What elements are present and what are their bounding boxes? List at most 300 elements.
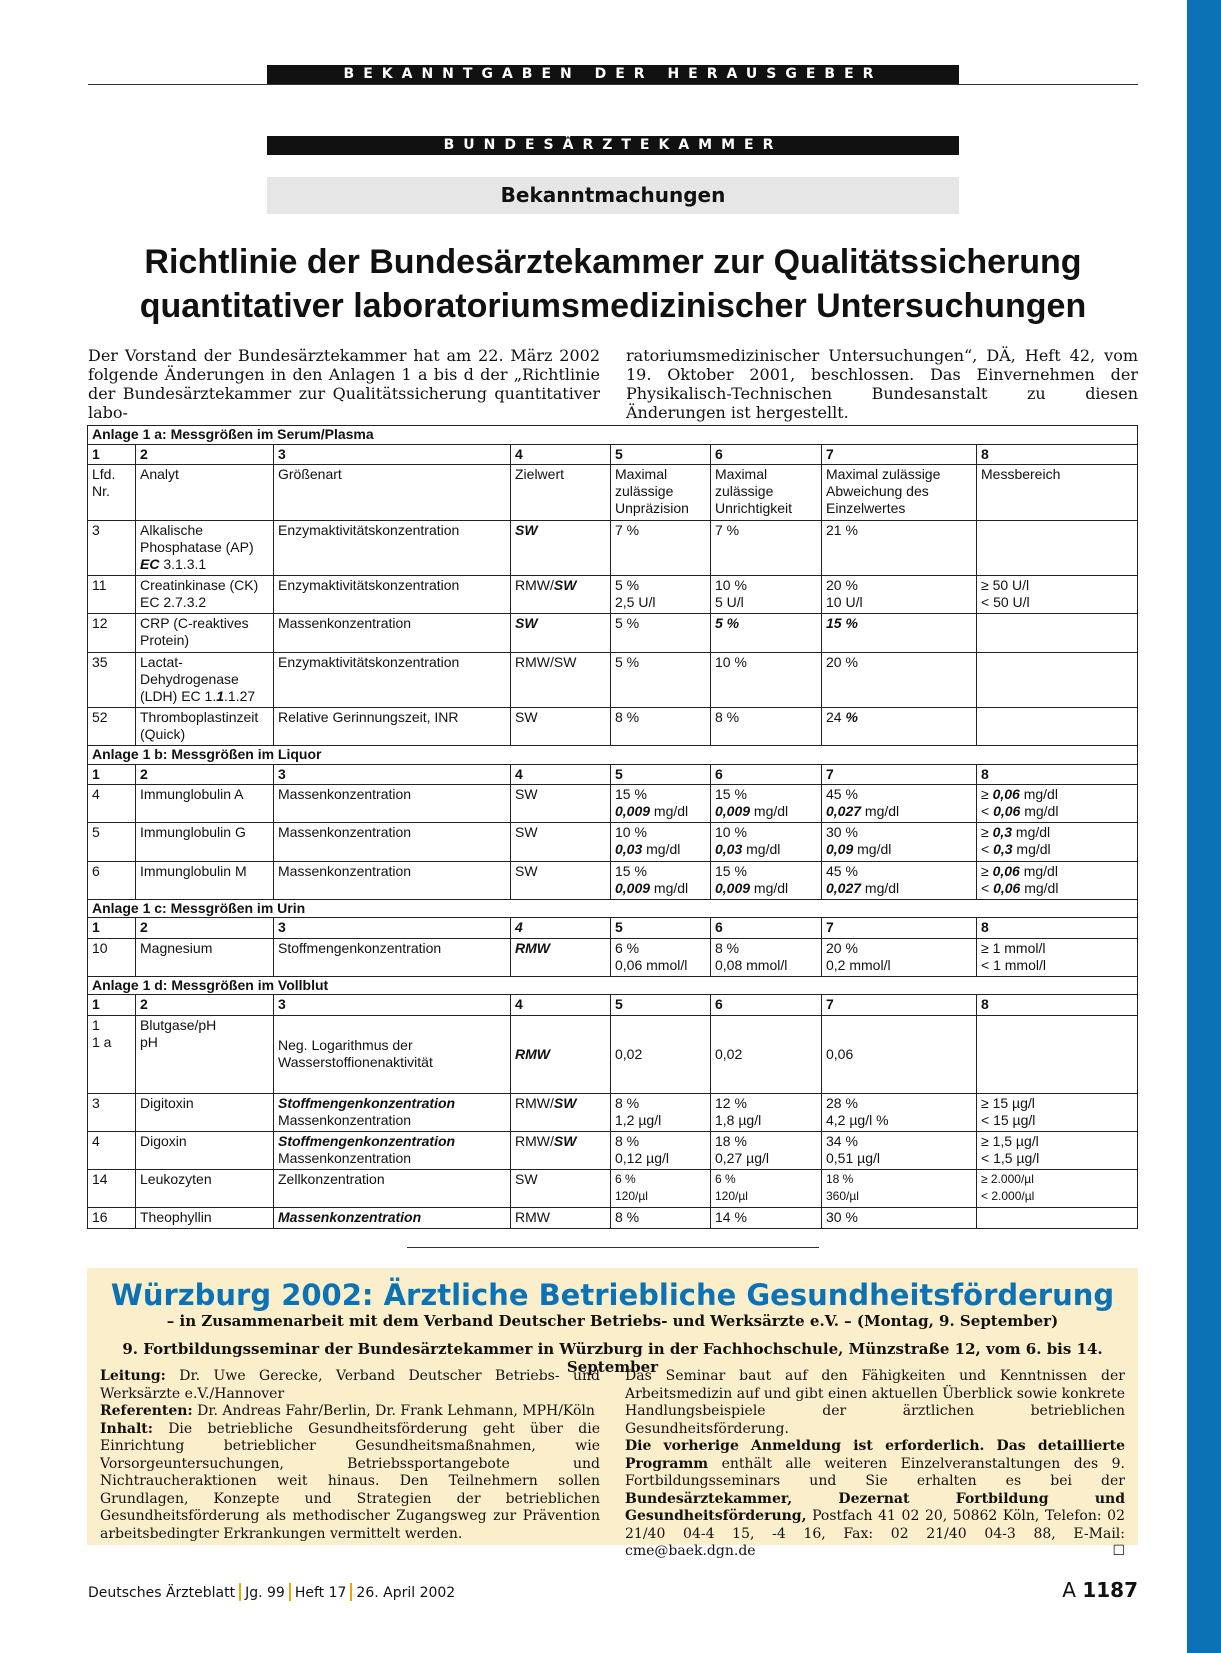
divider <box>407 1247 819 1248</box>
column-number-row <box>88 444 1138 465</box>
cell: Enzymaktivitätskonzentration <box>274 520 511 576</box>
col-number: 6 <box>711 995 822 1016</box>
cell: 7 % <box>611 520 711 576</box>
cell-text: mg/dl <box>861 879 900 896</box>
col-number: 5 <box>611 995 711 1016</box>
cell <box>611 1170 711 1208</box>
cell <box>611 823 711 861</box>
col-number: 1 <box>88 918 136 939</box>
cell <box>711 938 822 976</box>
cell-text: Lactat-Dehydrogenase (LDH) EC 1. <box>140 653 239 704</box>
cell-text: ≥ 1,5 µg/l <box>981 1133 1039 1150</box>
col-number: 8 <box>977 764 1138 785</box>
cell-text: 8 % <box>615 1094 640 1111</box>
cell-text: 8 % <box>615 1133 640 1150</box>
col-number: 2 <box>136 444 274 465</box>
cell <box>822 823 977 861</box>
cell-text: mg/dl <box>1019 862 1058 879</box>
cell: 21 % <box>822 520 977 576</box>
cell: 10 % <box>711 652 822 708</box>
cell-text: 15 % <box>615 862 647 879</box>
cell <box>977 1170 1138 1208</box>
cell-text: % <box>845 709 858 726</box>
cell-text: 0,51 µg/l <box>826 1150 880 1167</box>
cell-text: 0,06 mmol/l <box>615 956 688 973</box>
cell: RMW <box>511 938 611 976</box>
cell: 5 % <box>611 652 711 708</box>
cell <box>711 1170 822 1208</box>
cell: 0,02 <box>711 1015 822 1093</box>
table-row <box>88 652 1138 708</box>
cell: SW <box>511 861 611 899</box>
cell: SW <box>511 614 611 652</box>
col-number: 6 <box>711 918 822 939</box>
cell <box>711 785 822 823</box>
col-number: 3 <box>274 918 511 939</box>
cell-text: ≥ <box>981 862 993 879</box>
cell: 0,02 <box>611 1015 711 1093</box>
cell-text: 0,09 <box>826 841 854 858</box>
cell-text: 1 a <box>92 1033 112 1050</box>
cell <box>274 1093 511 1131</box>
cell <box>274 1132 511 1170</box>
cell-text: 3.1.3.1 <box>159 555 207 572</box>
footer-issue: Heft 17 <box>294 1585 347 1601</box>
cell-text: RMW/ <box>515 1094 554 1111</box>
cell: Massenkonzentration <box>274 785 511 823</box>
cell-text: mg/dl <box>1020 879 1059 896</box>
seminar-subtitle-2: 9. Fortbildungsseminar der Bundesärztekammer in Würzburg in der Fachhochschule, Münzstraße 12, vom 6. bis 14. September <box>122 1340 1103 1376</box>
cell: 14 % <box>711 1208 822 1229</box>
cell: Immunglobulin M <box>136 861 274 899</box>
cell <box>977 652 1138 708</box>
cell-text: 0,2 mmol/l <box>826 956 891 973</box>
cell-text: 10 % <box>715 824 747 841</box>
cell-text: 0,06 <box>993 803 1021 820</box>
footer-volume: Jg. 99 <box>245 1585 285 1601</box>
col-number: 4 <box>511 995 611 1016</box>
table-row <box>88 520 1138 576</box>
cell-text: Stoffmengenkonzentration <box>278 1094 456 1111</box>
cell-text: 20 % <box>826 577 858 594</box>
cell <box>977 1015 1138 1093</box>
cell-text: 0,3 <box>993 841 1013 858</box>
cell: Massenkonzentration <box>274 1208 511 1229</box>
section-row <box>88 899 1138 918</box>
table-row <box>88 1170 1138 1208</box>
col-number: 3 <box>274 995 511 1016</box>
cell <box>977 785 1138 823</box>
cell: 6 <box>88 861 136 899</box>
cell: 14 <box>88 1170 136 1208</box>
cell-text: RMW/ <box>515 577 554 594</box>
cell-text: mg/dl <box>1012 824 1051 841</box>
cell <box>711 576 822 614</box>
cell: Creatinkinase (CK) EC 2.7.3.2 <box>136 576 274 614</box>
cell <box>136 1015 274 1093</box>
cell-text: 1 <box>216 687 225 704</box>
cell-text: 6 % <box>615 1172 636 1187</box>
cell-text: 15 % <box>715 786 747 803</box>
leitung-label: Leitung: <box>100 1368 166 1384</box>
cell: Immunglobulin A <box>136 785 274 823</box>
cell-text: RMW/ <box>515 1133 554 1150</box>
section-title: Anlage 1 b: Messgrößen im Liquor <box>88 746 1138 765</box>
cell-text: 0,12 µg/l <box>615 1150 669 1167</box>
section-title: Anlage 1 c: Messgrößen im Urin <box>88 899 1138 918</box>
cell: Digoxin <box>136 1132 274 1170</box>
cell-text: mg/dl <box>750 879 789 896</box>
cell-text: 0,009 <box>715 803 751 820</box>
footer-date: 26. April 2002 <box>356 1585 456 1601</box>
cell-text: ≥ <box>981 824 993 841</box>
cell-text: 120/µl <box>615 1189 648 1204</box>
seminar-right-column <box>625 1368 1125 1561</box>
cell <box>88 1015 136 1093</box>
cell-text: 0,03 <box>715 841 743 858</box>
cell <box>711 861 822 899</box>
cell-text: mg/dl <box>1019 786 1058 803</box>
col-number: 5 <box>611 444 711 465</box>
col-number: 7 <box>822 995 977 1016</box>
col-number: 8 <box>977 918 1138 939</box>
cell <box>822 861 977 899</box>
cell <box>822 938 977 976</box>
cell <box>711 1093 822 1131</box>
end-mark-icon: ☐ <box>1112 1543 1125 1559</box>
col-number: 1 <box>88 995 136 1016</box>
section-title: Anlage 1 d: Messgrößen im Vollblut <box>88 976 1138 995</box>
cell-text: 34 % <box>826 1133 858 1150</box>
col-number: 8 <box>977 444 1138 465</box>
column-number-row <box>88 995 1138 1016</box>
header-row <box>88 465 1138 521</box>
cell-text: 10 % <box>615 824 647 841</box>
cell-text: ≥ 2.000/µl <box>981 1172 1034 1187</box>
header-cell: Analyt <box>136 465 274 521</box>
referenten-text: Dr. Andreas Fahr/Berlin, Dr. Frank Lehmann, MPH/Köln <box>192 1403 595 1419</box>
cell: 5 % <box>711 614 822 652</box>
cell-text: SW <box>553 1133 577 1150</box>
cell <box>136 652 274 708</box>
side-color-bar <box>1187 0 1221 1653</box>
cell: Zellkonzentration <box>274 1170 511 1208</box>
cell-text: 0,08 mmol/l <box>715 956 788 973</box>
cell-text: Alkalische Phosphatase (AP) <box>140 521 254 555</box>
cell-text: 18 % <box>715 1133 747 1150</box>
cell: Neg. Logarithmus der Wasserstoffionenaktivität <box>274 1015 511 1093</box>
leitung-text: Dr. Uwe Gerecke, Verband Deutscher Betriebs- und Werksärzte e.V./Hannover <box>100 1368 600 1402</box>
cell <box>136 520 274 576</box>
cell-text: < 1 mmol/l <box>981 956 1046 973</box>
cell <box>611 938 711 976</box>
cell: Enzymaktivitätskonzentration <box>274 652 511 708</box>
cell <box>611 576 711 614</box>
col-number: 2 <box>136 918 274 939</box>
col-number: 4 <box>511 444 611 465</box>
col-number: 3 <box>274 444 511 465</box>
cell-text: Stoffmengenkonzentration <box>278 1133 456 1150</box>
cell: SW <box>511 1170 611 1208</box>
cell: 15 % <box>822 614 977 652</box>
cell: 10 <box>88 938 136 976</box>
page-number-value: 1187 <box>1082 1578 1138 1602</box>
header-cell: Maximal zulässige Unpräzision <box>611 465 711 521</box>
cell <box>611 1093 711 1131</box>
cell: 20 % <box>822 652 977 708</box>
cell: 16 <box>88 1208 136 1229</box>
cell <box>822 785 977 823</box>
cell-text: < 15 µg/l <box>981 1111 1036 1128</box>
cell-text: SW <box>553 1094 577 1111</box>
title-line-1: Richtlinie der Bundesärztekammer zur Qualitätssicherung <box>144 243 1082 281</box>
cell <box>977 1208 1138 1229</box>
cell-text: 45 % <box>826 786 858 803</box>
cell: 4 <box>88 785 136 823</box>
col-number: 5 <box>611 918 711 939</box>
col-number: 6 <box>711 764 822 785</box>
cell-text: 15 % <box>715 862 747 879</box>
cell-text: Massenkonzentration <box>278 1111 412 1128</box>
col-number: 4 <box>511 764 611 785</box>
anlage-table <box>87 425 1138 1229</box>
top-rule <box>88 84 1138 85</box>
cell: CRP (C-reaktives Protein) <box>136 614 274 652</box>
cell: Magnesium <box>136 938 274 976</box>
cell: Immunglobulin G <box>136 823 274 861</box>
footer-separator <box>350 1583 352 1601</box>
cell <box>977 1132 1138 1170</box>
cell-text: mg/dl <box>1020 803 1059 820</box>
seminar-left-column <box>100 1368 600 1543</box>
cell: SW <box>511 520 611 576</box>
cell <box>511 1093 611 1131</box>
cell-text: 0,06 <box>992 862 1020 879</box>
cell: 4 <box>88 1132 136 1170</box>
org-banner: BUNDESÄRZTEKAMMER <box>267 136 959 155</box>
col-number: 7 <box>822 918 977 939</box>
cell-text: 1,8 µg/l <box>715 1111 762 1128</box>
cell-text: < 1,5 µg/l <box>981 1150 1040 1167</box>
cell-text: 5 U/l <box>715 594 744 611</box>
section-row <box>88 976 1138 995</box>
cell-text: 24 <box>826 709 846 726</box>
cell: Stoffmengenkonzentration <box>274 938 511 976</box>
cell <box>822 1132 977 1170</box>
table-row <box>88 1093 1138 1131</box>
cell-text: 0,3 <box>992 824 1013 841</box>
cell: 35 <box>88 652 136 708</box>
cell-text: mg/dl <box>861 803 900 820</box>
cell: 30 % <box>822 1208 977 1229</box>
cell-text: 0,027 <box>826 879 862 896</box>
cell-text: 12 % <box>715 1094 747 1111</box>
inhalt-text: Die betriebliche Gesundheitsförderung geht über die Einrichtung betrieblicher Gesundheitsmaßnahmen, wie Vorsorgeuntersuchungen, Betriebssportangebote und Nichtraucheraktionen weit hinaus. Den Teilnehmern sollen Grundlagen, Konzepte und Strategien der betrieblichen Gesundheitsförderung als methodischer Zugangsweg zur Prävention arbeitsbedingter Erkrankungen vermittelt werden. <box>100 1420 600 1542</box>
column-number-row <box>88 764 1138 785</box>
section-row <box>88 746 1138 765</box>
cell: 3 <box>88 520 136 576</box>
cell <box>611 861 711 899</box>
page-prefix: A <box>1062 1578 1083 1602</box>
cell-text: ≥ 15 µg/l <box>981 1094 1035 1111</box>
cell-text: 6 % <box>615 939 640 956</box>
cell: 5 <box>88 823 136 861</box>
cell-text: 0,03 <box>615 841 643 858</box>
page-title <box>88 240 1138 328</box>
cell: Massenkonzentration <box>274 861 511 899</box>
cell-text: 0,009 <box>715 879 751 896</box>
cell: RMW <box>511 1015 611 1093</box>
cell: Digitoxin <box>136 1093 274 1131</box>
cell <box>977 823 1138 861</box>
table-row <box>88 785 1138 823</box>
cell: 8 % <box>611 708 711 746</box>
cell: SW <box>511 785 611 823</box>
table-row <box>88 938 1138 976</box>
cell-text: mg/dl <box>1012 841 1051 858</box>
cell-text: 0,009 <box>615 879 651 896</box>
cell: 8 % <box>711 708 822 746</box>
col-number: 8 <box>977 995 1138 1016</box>
cell <box>977 614 1138 652</box>
seminar-title: Würzburg 2002: Ärztliche Betriebliche Gesundheitsförderung <box>110 1278 1115 1312</box>
cell: SW <box>511 823 611 861</box>
cell-text: 28 % <box>826 1094 858 1111</box>
header-cell: Größenart <box>274 465 511 521</box>
cell-text: ≥ 1 mmol/l <box>981 939 1046 956</box>
footer-separator <box>289 1583 291 1601</box>
cell-text: < 2.000/µl <box>981 1189 1035 1204</box>
cell-text: mg/dl <box>650 879 689 896</box>
cell: 5 % <box>611 614 711 652</box>
cell <box>611 785 711 823</box>
cell-text: 30 % <box>826 824 858 841</box>
cell-text: SW <box>553 577 577 594</box>
cell-text: mg/dl <box>853 841 892 858</box>
column-number-row <box>88 918 1138 939</box>
cell <box>511 1132 611 1170</box>
cell-text: 0,27 µg/l <box>715 1150 769 1167</box>
cell-text: mg/dl <box>750 803 789 820</box>
col-number: 4 <box>511 918 611 939</box>
cell-text: 0,06 <box>993 879 1021 896</box>
cell-text: 15 % <box>615 786 647 803</box>
page-number <box>1000 1578 1138 1602</box>
cell-text: 360/µl <box>826 1189 859 1204</box>
col-number: 7 <box>822 444 977 465</box>
cell <box>711 823 822 861</box>
cell-text: 120/µl <box>715 1189 748 1204</box>
cell <box>711 1132 822 1170</box>
inhalt-label: Inhalt: <box>100 1420 153 1437</box>
table-row <box>88 1208 1138 1229</box>
cell-text: 4,2 µg/l % <box>826 1111 889 1128</box>
cell: SW <box>511 708 611 746</box>
cell <box>822 576 977 614</box>
cell-text: 10 % <box>715 577 747 594</box>
cell-text: 1,2 µg/l <box>615 1111 662 1128</box>
cell <box>977 1093 1138 1131</box>
seminar-subtitle: – in Zusammenarbeit mit dem Verband Deutscher Betriebs- und Werksärzte e.V. – (Montag, 9. September) <box>166 1312 1059 1330</box>
cell-text: mg/dl <box>650 803 689 820</box>
cell: 3 <box>88 1093 136 1131</box>
cell-text: ≥ <box>981 786 993 803</box>
cell: Enzymaktivitätskonzentration <box>274 576 511 614</box>
cell-text: Massenkonzentration <box>278 1150 412 1167</box>
cell <box>977 576 1138 614</box>
cell-text: 0,009 <box>615 803 651 820</box>
table-row <box>88 823 1138 861</box>
cell <box>822 1093 977 1131</box>
cell-text: 2,5 U/l <box>615 594 656 611</box>
cell-text: 45 % <box>826 862 858 879</box>
cell: 8 % <box>611 1208 711 1229</box>
section-title: Anlage 1 a: Messgrößen im Serum/Plasma <box>88 426 1138 445</box>
cell-text: mg/dl <box>742 841 781 858</box>
anlage-table-wrapper <box>87 425 1137 1229</box>
right-bold-text: Bundesärztekammer, Dezernat Fortbildung und Gesundheitsförderung, <box>625 1490 1125 1524</box>
footer-separator <box>239 1583 241 1601</box>
cell-text: 18 % <box>826 1172 854 1187</box>
seminar-info-box <box>87 1268 1138 1559</box>
cell-text: 6 % <box>715 1172 736 1187</box>
header-cell: Lfd. Nr. <box>88 465 136 521</box>
col-number: 6 <box>711 444 822 465</box>
cell: RMW/SW <box>511 652 611 708</box>
header-cell: Maximal zulässige Abweichung des Einzelwertes <box>822 465 977 521</box>
cell: Leukozyten <box>136 1170 274 1208</box>
cell-text: .1.27 <box>224 687 256 704</box>
table-row <box>88 861 1138 899</box>
cell-text: 0,027 <box>826 803 862 820</box>
cell-text: pH <box>140 1033 158 1050</box>
intro-right-column: ratoriumsmedizinischer Untersuchungen“, DÄ, Heft 42, vom 19. Oktober 2001, beschlossen. Das Einvernehmen der Physikalisch-Technischen Bundesanstalt zu diesen Änderungen ist hergestellt. <box>626 346 1138 422</box>
cell <box>611 1132 711 1170</box>
col-number: 3 <box>274 764 511 785</box>
cell-text: 20 % <box>826 939 858 956</box>
table-row <box>88 576 1138 614</box>
cell-text: 1 <box>92 1016 100 1033</box>
right-text: Postfach 41 02 20, 50862 Köln, Telefon: 02 21/40 04-4 15, -4 16, Fax: 02 21/40 04-3 88, E-Mail: cme@baek.dgn.de <box>625 1508 1125 1559</box>
cell <box>822 1170 977 1208</box>
cell-text: < <box>981 879 994 896</box>
referenten-label: Referenten: <box>100 1403 193 1419</box>
title-line-2: quantitativer laboratoriumsmedizinischer Untersuchungen <box>139 287 1087 325</box>
cell-text: 0,06 <box>992 786 1020 803</box>
table-row <box>88 1015 1138 1093</box>
right-text: Das Seminar baut auf den Fähigkeiten und Kenntnissen der Arbeitsmedizin auf und gibt einen aktuellen Überblick sowie konkrete Handlungsbeispiele der ärztlichen betrieblichen Gesundheitsförderung. <box>625 1368 1125 1437</box>
header-cell: Zielwert <box>511 465 611 521</box>
cell: 0,06 <box>822 1015 977 1093</box>
cell-text: 10 U/l <box>826 594 863 611</box>
section-banner: BEKANNTGABEN DER HERAUSGEBER <box>267 65 959 84</box>
cell <box>977 861 1138 899</box>
cell: Massenkonzentration <box>274 823 511 861</box>
category-label: Bekanntmachungen <box>267 177 959 214</box>
cell: 11 <box>88 576 136 614</box>
table-row <box>88 614 1138 652</box>
col-number: 7 <box>822 764 977 785</box>
cell-text: ≥ 50 U/l <box>981 577 1030 594</box>
cell: RMW <box>511 1208 611 1229</box>
table-row <box>88 1132 1138 1170</box>
cell: 12 <box>88 614 136 652</box>
cell: 7 % <box>711 520 822 576</box>
header-cell: Maximal zulässige Unrichtigkeit <box>711 465 822 521</box>
table-row <box>88 708 1138 746</box>
footer-citation <box>88 1583 455 1601</box>
col-number: 1 <box>88 444 136 465</box>
